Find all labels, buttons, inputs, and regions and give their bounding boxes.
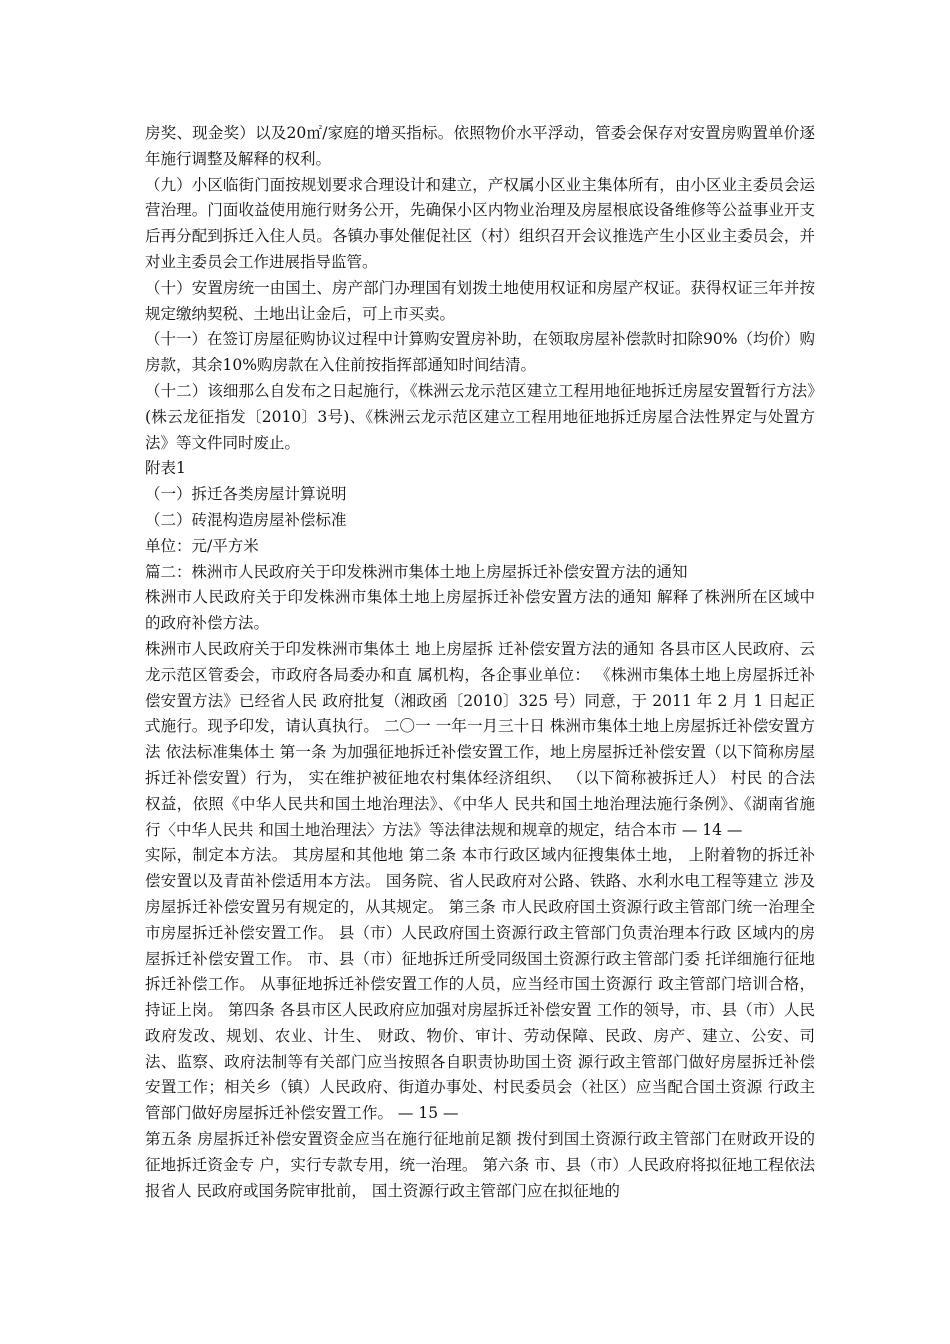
section-heading-part-2: 篇二：株洲市人民政府关于印发株洲市集体土地上房屋拆迁补偿安置方法的通知 [145,562,688,581]
paragraph-item-10: （十）安置房统一由国土、房产部门办理国有划拨土地使用权证和房屋产权证。获得权证三年并按规定缴纳契税、土地出让金后，可上市买卖。 [145,278,815,323]
paragraph-item-11: （十一）在签订房屋征购协议过程中计算购安置房补助，在领取房屋补偿款时扣除90%（均价）购房款，其余10%购房款在入住前按指挥部通知时间结清。 [145,330,815,375]
unit-label: 单位：元/平方米 [145,536,259,555]
paragraph-notice-body: 株洲市人民政府关于印发株洲市集体土 地上房屋拆 迁补偿安置方法的通知 各县市区人民政府、云龙示范区管委会，市政府各局委办和直 属机构，各企事业单位： 《株洲市集体土地上房屋拆迁补偿安置方法》已经省人民 政府批复（湘政函〔2010〕325 号）同意，于 2011 年 2 月 1 日起正式施行。现予印发，请认真执行。 二〇一 一年一月三十日 株洲市集体土地上房屋拆迁补偿安置方法 依法标准集体土 第一条 为加强征地拆迁补偿安置工作，地上房屋拆迁补偿安置（以下简称房屋拆迁补偿安置）行为， 实在维护被征地农村集体经济组织、 （以下简称被拆迁人） 村民 的合法权益，依照《中华人民共和国土地治理法》、《中华人 民共和国土地治理法施行条例》、《湖南省施行〈中华人民共 和国土地治理法〉方法》等法律法规和规章的规定，结合本市 — 14 — [145,639,815,839]
paragraph-articles-5-6: 第五条 房屋拆迁补偿安置资金应当在施行征地前足额 拨付到国土资源行政主管部门在财政开设的征地拆迁资金专 户，实行专款专用，统一治理。 第六条 市、县（市）人民政府将拟征地工程依法报省人 民政府或国务院审批前， 国土资源行政主管部门应在拟征地的 [145,1130,815,1200]
paragraph-item-9: （九）小区临街门面按规划要求合理设计和建立，产权属小区业主集体所有，由小区业主委员会运营治理。门面收益使用施行财务公开，先确保小区内物业治理及房屋根底设备维修等公益事业开支后再分配到拆迁入住人员。各镇办事处催促社区（村）组织召开会议推选产生小区业主委员会，并对业主委员会工作进展指导监管。 [145,175,815,271]
paragraph-item-12: （十二）该细那么自发布之日起施行，《株洲云龙示范区建立工程用地征地拆迁房屋安置暂行方法》(株云龙征指发〔2010〕3号)、《株洲云龙示范区建立工程用地征地拆迁房屋合法性界定与处置方法》等文件同时废止。 [145,381,815,452]
document-body [145,121,815,1204]
appendix-item-2: （二）砖混构造房屋补偿标准 [145,510,347,529]
paragraph-purchase-index: 房奖、现金奖）以及20㎡/家庭的增买指标。依照物价水平浮动，管委会保存对安置房购置单价逐年施行调整及解释的权利。 [145,124,815,168]
appendix-item-1: （一）拆迁各类房屋计算说明 [145,485,347,504]
paragraph-articles-2-4: 实际，制定本方法。 其房屋和其他地 第二条 本市行政区域内征搜集体土地， 上附着物的拆迁补偿安置以及青苗补偿适用本方法。 国务院、省人民政府对公路、铁路、水利水电工程等建立 涉及房屋拆迁补偿安置另有规定的，从其规定。 第三条 市人民政府国土资源行政主管部门统一治理全 市房屋拆迁补偿安置工作。 县（市）人民政府国土资源行政主管部门负责治理本行政 区域内的房屋拆迁补偿安置工作。 市、县（市）征地拆迁所受同级国土资源行政主管部门委 托详细施行征地拆迁补偿工作。 从事征地拆迁补偿安置工作的人员，应当经市国土资源行 政主管部门培训合格，持证上岗。 第四条 各县市区人民政府应加强对房屋拆迁补偿安置 工作的领导，市、县（市）人民政府发改、规划、农业、计生、 财政、物价、审计、劳动保障、民政、房产、建立、公安、司 法、监察、政府法制等有关部门应当按照各自职责协助国土资 源行政主管部门做好房屋拆迁补偿安置工作；相关乡（镇）人民政府、街道办事处、村民委员会（社区）应当配合国土资源 行政主管部门做好房屋拆迁补偿安置工作。 — 15 — [145,846,815,1123]
paragraph-notice-summary: 株洲市人民政府关于印发株洲市集体土地上房屋拆迁补偿安置方法的通知 解释了株洲所在区域中的政府补偿方法。 [145,588,815,633]
appendix-label: 附表1 [145,459,186,478]
